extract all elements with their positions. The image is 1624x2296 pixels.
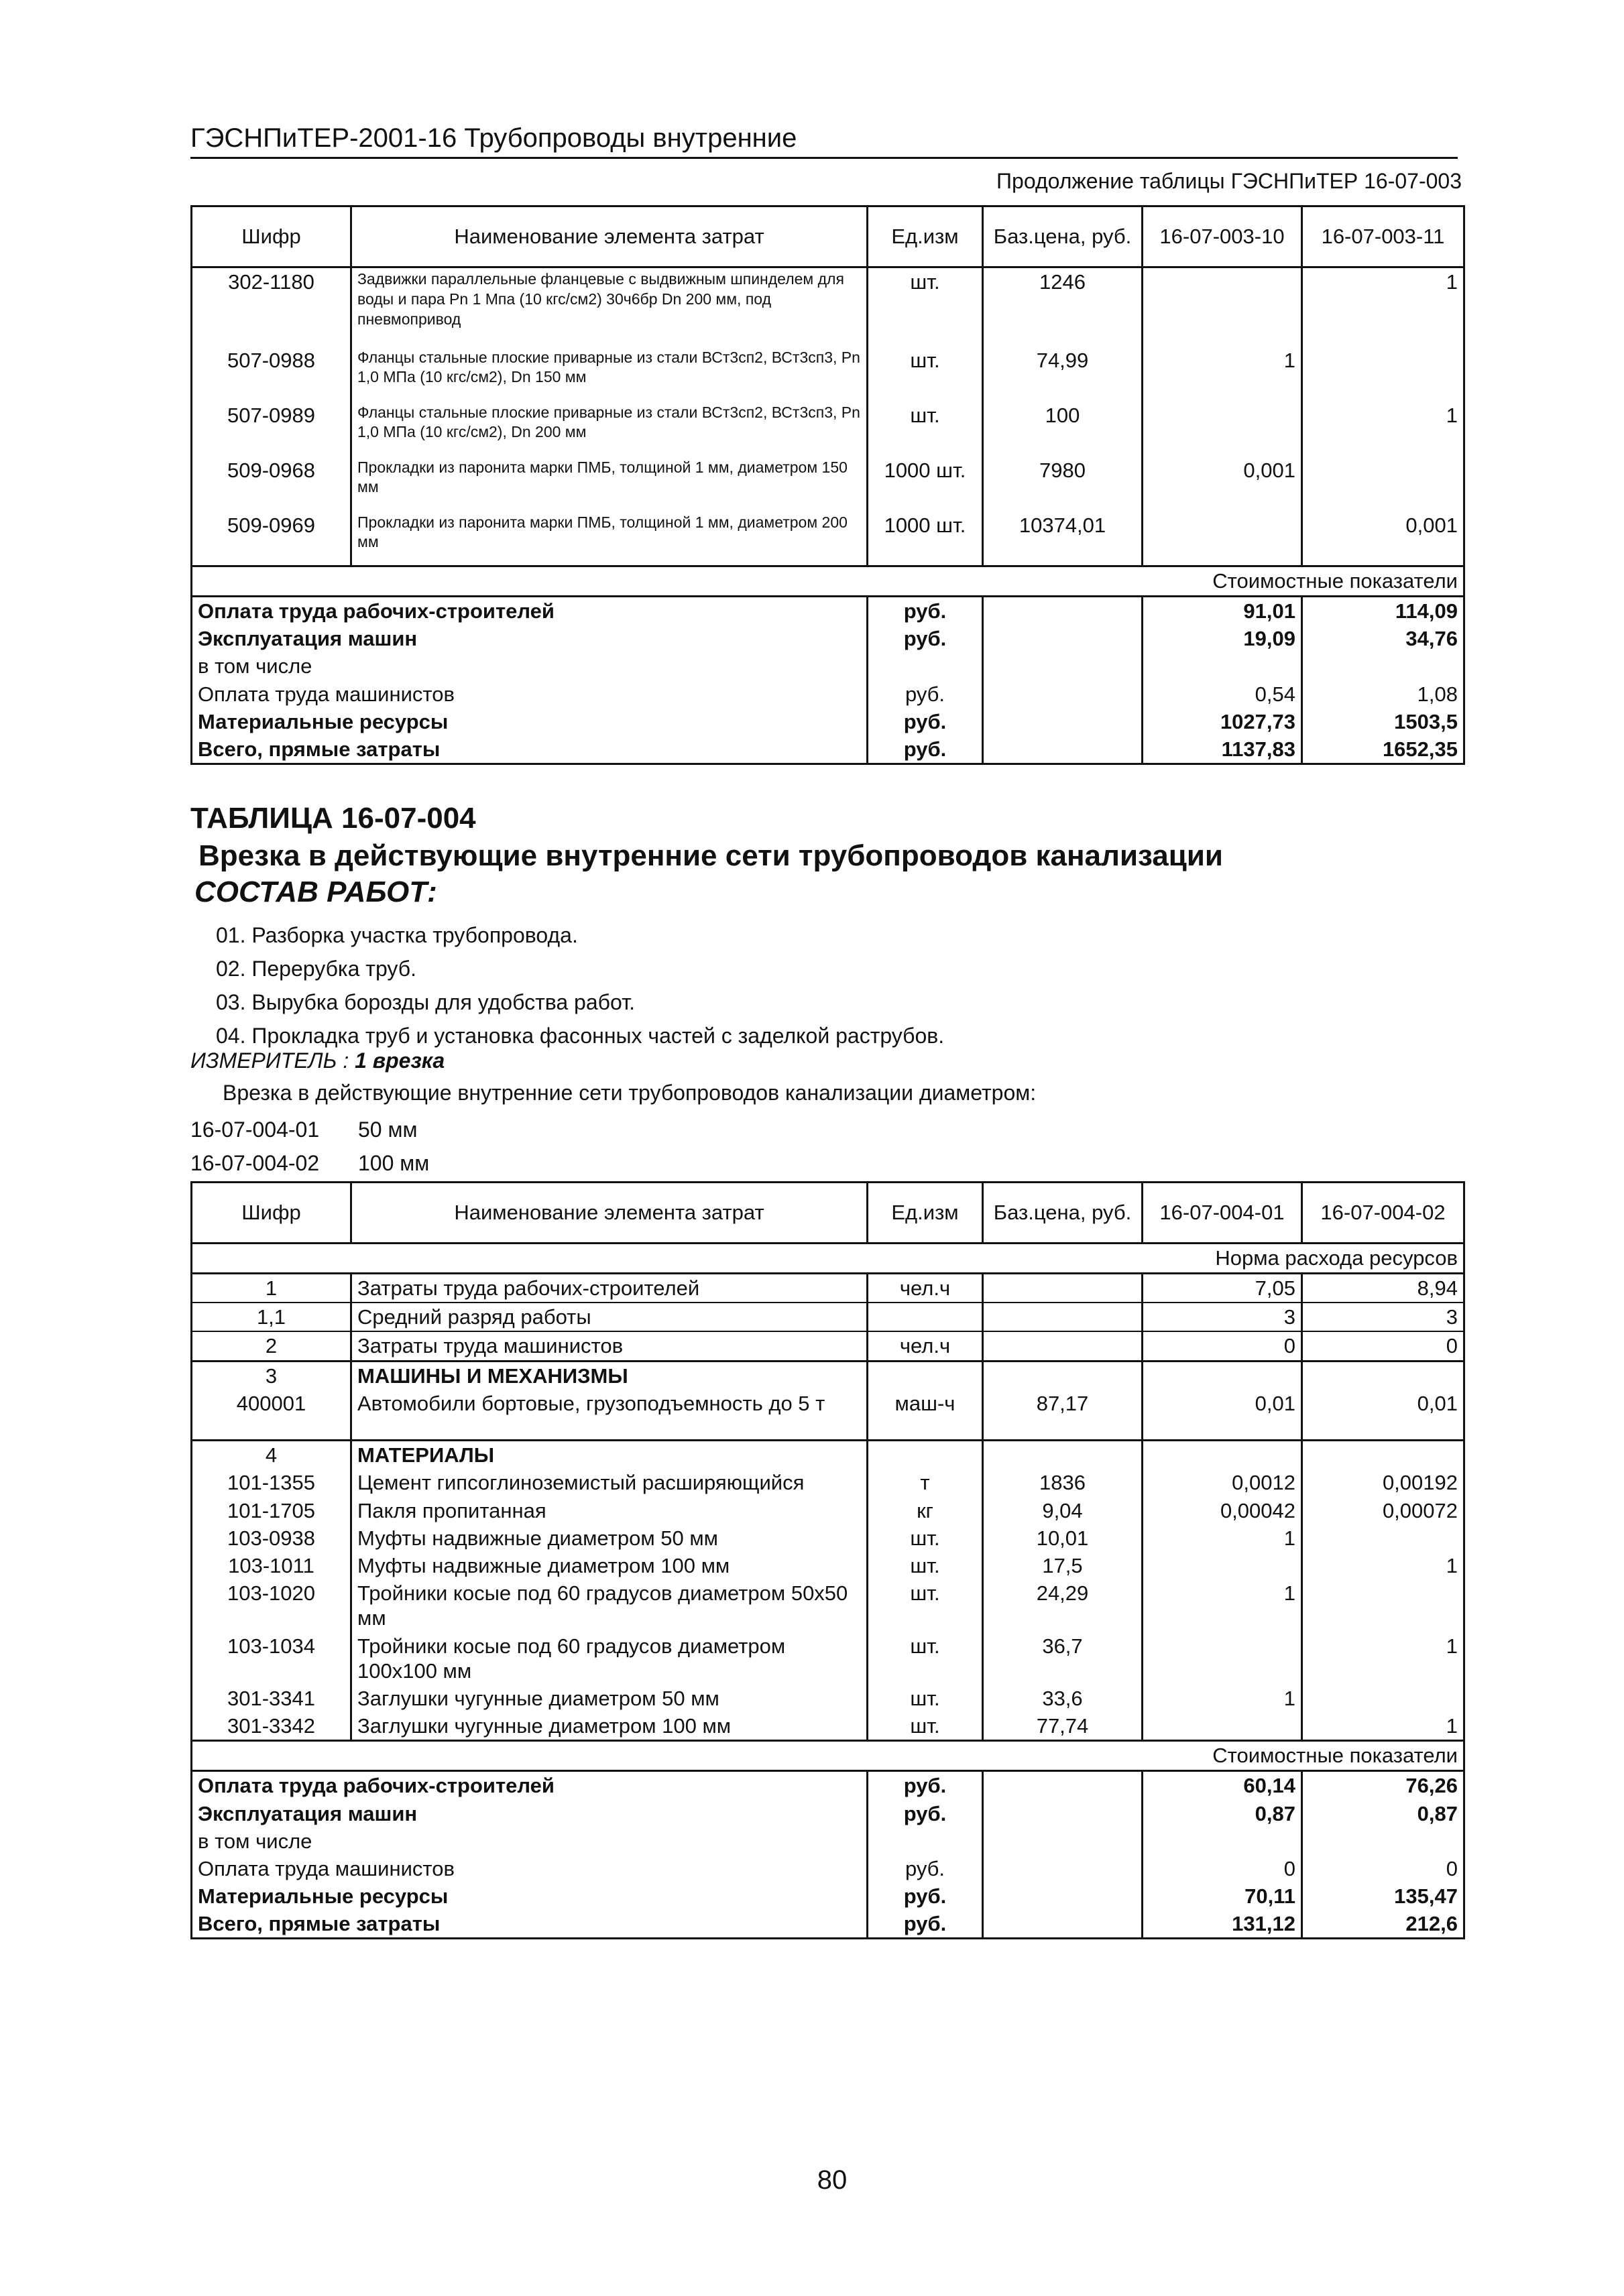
cell-price: 1836 [983,1469,1143,1496]
cell-norm-2: 1 [1302,1632,1464,1685]
cell-code: 400001 [192,1390,351,1441]
col-header-name: Наименование элемента затрат [351,206,868,267]
cell-norm-1: 0,0012 [1143,1469,1302,1496]
cost-row [192,1827,1464,1855]
cost-value-1: 60,14 [1143,1771,1302,1800]
cost-banner [192,566,1464,597]
cost-unit: руб. [868,708,983,735]
cell-name: Пакля пропитанная [351,1497,868,1524]
cell-name: Автомобили бортовые, грузоподъемность до 5 т [351,1390,868,1441]
cell-norm-2: 1 [1302,1552,1464,1579]
cell-unit: шт. [868,1712,983,1741]
cell-name: Фланцы стальные плоские приварные из стали ВСт3сп2, ВСт3сп3, Pn 1,0 МПа (10 кгс/см2), Dn 200 мм [351,402,868,457]
cost-value-2: 1,08 [1302,680,1464,708]
table-row [192,1469,1464,1496]
cell-price [983,1303,1143,1331]
cell-norm-1 [1143,1632,1302,1685]
cell-code: 301-3341 [192,1685,351,1712]
table-row [192,267,1464,347]
cell-norm-2: 0,01 [1302,1390,1464,1441]
cell-name: Заглушки чугунные диаметром 100 мм [351,1712,868,1741]
cell-empty [983,1361,1143,1390]
work-item: 02. Перерубка труб. [216,957,416,981]
resource-table-16-07-003 [190,205,1465,765]
cost-value-1: 1027,73 [1143,708,1302,735]
cell-code: 1,1 [192,1303,351,1331]
running-header: ГЭСНПиТЕР-2001-16 Трубопроводы внутренние [190,122,1458,159]
table-row [192,1685,1464,1712]
col-header-norm-1: 16-07-004-01 [1143,1183,1302,1244]
cell-code: 103-1034 [192,1632,351,1685]
cell-name: Муфты надвижные диаметром 50 мм [351,1524,868,1552]
cell-norm-2: 1 [1302,267,1464,347]
work-item: 01. Разборка участка трубопровода. [216,923,578,947]
cell-price: 17,5 [983,1552,1143,1579]
cell-norm-2 [1302,1579,1464,1632]
col-header-norm-2: 16-07-003-11 [1302,206,1464,267]
cell-code: 1 [192,1274,351,1303]
cost-unit: руб. [868,1882,983,1910]
cost-label: Всего, прямые затраты [192,735,868,764]
cost-label: Эксплуатация машин [192,625,868,652]
table-continuation-label: Продолжение таблицы ГЭСНПиТЕР 16-07-003 [996,169,1462,193]
cell-price [983,1274,1143,1303]
cost-label: Материальные ресурсы [192,1882,868,1910]
code-id: 16-07-004-02 [190,1151,320,1175]
cell-unit: т [868,1469,983,1496]
measure-value: 1 врезка [355,1048,445,1073]
group-code: 4 [192,1441,351,1469]
resource-table-16-07-004 [190,1181,1465,1939]
cost-label: Оплата труда рабочих-строителей [192,1771,868,1800]
cell-name: Затраты труда машинистов [351,1331,868,1361]
cell-norm-2: 8,94 [1302,1274,1464,1303]
cell-unit: чел.ч [868,1274,983,1303]
cell-price [983,1331,1143,1361]
col-header-norm-2: 16-07-004-02 [1302,1183,1464,1244]
cell-price: 100 [983,402,1143,457]
code-item [190,1113,429,1146]
group-label: МАШИНЫ И МЕХАНИЗМЫ [351,1361,868,1390]
cell-unit: маш-ч [868,1390,983,1441]
cost-label: Оплата труда машинистов [192,1855,868,1882]
cell-empty [1143,1361,1302,1390]
cost-empty [983,680,1143,708]
cost-value-2 [1302,1827,1464,1855]
cost-unit [868,1827,983,1855]
cost-row [192,1800,1464,1827]
cell-name: Средний разряд работы [351,1303,868,1331]
cost-unit: руб. [868,625,983,652]
cost-row [192,1910,1464,1939]
cell-empty [983,1441,1143,1469]
cell-name: Заглушки чугунные диаметром 50 мм [351,1685,868,1712]
cost-row [192,1855,1464,1882]
cell-norm-2 [1302,347,1464,402]
cost-value-1: 0,54 [1143,680,1302,708]
cost-empty [983,597,1143,625]
cell-unit: 1000 шт. [868,511,983,566]
cost-unit: руб. [868,1800,983,1827]
cell-unit: шт. [868,1632,983,1685]
cell-norm-1 [1143,511,1302,566]
table-row [192,1524,1464,1552]
table-row [192,1579,1464,1632]
cost-value-1: 0,87 [1143,1800,1302,1827]
cost-value-2 [1302,652,1464,680]
cost-unit: руб. [868,735,983,764]
cell-empty [1302,1361,1464,1390]
group-label: МАТЕРИАЛЫ [351,1441,868,1469]
cost-label: Оплата труда рабочих-строителей [192,597,868,625]
cost-empty [983,1910,1143,1939]
cost-value-2: 212,6 [1302,1910,1464,1939]
cell-price: 36,7 [983,1632,1143,1685]
cost-value-2: 1503,5 [1302,708,1464,735]
cell-norm-1: 7,05 [1143,1274,1302,1303]
cost-empty [983,1827,1143,1855]
cost-value-2: 0 [1302,1855,1464,1882]
cost-empty [983,1800,1143,1827]
cost-label: Оплата труда машинистов [192,680,868,708]
cost-value-2: 114,09 [1302,597,1464,625]
table-header-row [192,206,1464,267]
cell-norm-1: 0 [1143,1331,1302,1361]
cost-label: в том числе [192,652,868,680]
cell-norm-2: 1 [1302,1712,1464,1741]
cost-value-2: 76,26 [1302,1771,1464,1800]
cost-row [192,1771,1464,1800]
cell-norm-1: 0,001 [1143,457,1302,511]
table-row [192,1552,1464,1579]
cost-unit [868,652,983,680]
cost-banner [192,1741,1464,1771]
cost-banner-label: Стоимостные показатели [192,566,1464,597]
cost-banner-label: Стоимостные показатели [192,1741,1464,1771]
measure-line [190,1048,445,1073]
cell-price: 9,04 [983,1497,1143,1524]
cost-value-2: 1652,35 [1302,735,1464,764]
work-item: 03. Вырубка борозды для удобства работ. [216,990,636,1014]
cost-value-1: 70,11 [1143,1882,1302,1910]
cost-row [192,597,1464,625]
cell-unit: шт. [868,1579,983,1632]
cell-name: Прокладки из паронита марки ПМБ, толщиной 1 мм, диаметром 200 мм [351,511,868,566]
cell-name: Затраты труда рабочих-строителей [351,1274,868,1303]
cost-row [192,625,1464,652]
cost-empty [983,708,1143,735]
cost-value-1: 19,09 [1143,625,1302,652]
table-row [192,1632,1464,1685]
measure-label: ИЗМЕРИТЕЛЬ : [190,1048,355,1073]
cell-unit: чел.ч [868,1331,983,1361]
materials-group-row [192,1441,1464,1469]
cost-value-2: 0,87 [1302,1800,1464,1827]
table-row [192,1274,1464,1303]
cell-code: 509-0969 [192,511,351,566]
cell-price: 1246 [983,267,1143,347]
table-header-row [192,1183,1464,1244]
cell-price: 77,74 [983,1712,1143,1741]
cell-price: 24,29 [983,1579,1143,1632]
cell-name: Тройники косые под 60 градусов диаметром 100х100 мм [351,1632,868,1685]
cell-code: 103-0938 [192,1524,351,1552]
cell-name: Задвижки параллельные фланцевые с выдвижным шпинделем для воды и пара Pn 1 Мпа (10 кгс/см2) 30ч6бр Dn 200 мм, под пневмопривод [351,267,868,347]
cell-norm-2: 0,00192 [1302,1469,1464,1496]
cost-row [192,680,1464,708]
cell-unit: шт. [868,267,983,347]
code-value: 100 мм [358,1151,430,1175]
machines-group-row [192,1361,1464,1390]
cost-label: Эксплуатация машин [192,1800,868,1827]
cost-empty [983,1882,1143,1910]
table-row [192,457,1464,511]
cell-empty [868,1441,983,1469]
page-number: 80 [817,2165,848,2195]
cell-code: 101-1355 [192,1469,351,1496]
cost-label: Материальные ресурсы [192,708,868,735]
col-header-code: Шифр [192,1183,351,1244]
cell-norm-1 [1143,267,1302,347]
cell-unit: шт. [868,402,983,457]
cost-row [192,708,1464,735]
table-row [192,347,1464,402]
cost-label: Всего, прямые затраты [192,1910,868,1939]
cost-unit: руб. [868,597,983,625]
col-header-price: Баз.цена, руб. [983,1183,1143,1244]
cell-code: 101-1705 [192,1497,351,1524]
cell-code: 507-0989 [192,402,351,457]
cell-unit: шт. [868,1524,983,1552]
cell-code: 509-0968 [192,457,351,511]
cost-empty [983,625,1143,652]
cost-row [192,735,1464,764]
cell-empty [868,1361,983,1390]
cell-code: 103-1011 [192,1552,351,1579]
col-header-unit: Ед.изм [868,1183,983,1244]
cell-name: Фланцы стальные плоские приварные из стали ВСт3сп2, ВСт3сп3, Pn 1,0 МПа (10 кгс/см2), Dn 150 мм [351,347,868,402]
cell-code: 507-0988 [192,347,351,402]
table-row [192,1497,1464,1524]
col-header-name: Наименование элемента затрат [351,1183,868,1244]
norm-banner-label: Норма расхода ресурсов [192,1244,1464,1274]
table-row [192,511,1464,566]
cost-value-1 [1143,1827,1302,1855]
col-header-price: Баз.цена, руб. [983,206,1143,267]
work-list [216,918,944,1052]
cell-price: 10,01 [983,1524,1143,1552]
cell-code: 103-1020 [192,1579,351,1632]
cost-value-1: 0 [1143,1855,1302,1882]
cell-price: 7980 [983,457,1143,511]
cell-unit: кг [868,1497,983,1524]
cell-norm-2: 0 [1302,1331,1464,1361]
cell-norm-1: 0,01 [1143,1390,1302,1441]
table-row [192,402,1464,457]
cell-unit [868,1303,983,1331]
cell-price: 10374,01 [983,511,1143,566]
cell-empty [1143,1441,1302,1469]
cell-norm-1: 1 [1143,1524,1302,1552]
cell-norm-1: 1 [1143,1579,1302,1632]
cost-value-2: 135,47 [1302,1882,1464,1910]
cell-norm-2 [1302,1685,1464,1712]
cell-name: Цемент гипсоглиноземистый расширяющийся [351,1469,868,1496]
table-subtitle: Врезка в действующие внутренние сети трубопроводов канализации [198,839,1223,872]
cell-norm-1 [1143,402,1302,457]
cell-price: 74,99 [983,347,1143,402]
code-value: 50 мм [358,1117,418,1142]
cell-name: Прокладки из паронита марки ПМБ, толщиной 1 мм, диаметром 150 мм [351,457,868,511]
cost-unit: руб. [868,1910,983,1939]
cell-norm-1: 1 [1143,347,1302,402]
cell-price: 87,17 [983,1390,1143,1441]
cell-code: 2 [192,1331,351,1361]
cell-norm-1: 0,00042 [1143,1497,1302,1524]
cost-value-1 [1143,652,1302,680]
group-code: 3 [192,1361,351,1390]
cost-label: в том числе [192,1827,868,1855]
cost-row [192,1882,1464,1910]
cell-unit: шт. [868,1552,983,1579]
cell-empty [1302,1441,1464,1469]
cost-unit: руб. [868,680,983,708]
cost-empty [983,652,1143,680]
intro-text: Врезка в действующие внутренние сети трубопроводов канализации диаметром: [223,1081,1037,1105]
cost-value-2: 34,76 [1302,625,1464,652]
code-id: 16-07-004-01 [190,1117,320,1142]
cell-norm-2: 0,00072 [1302,1497,1464,1524]
cell-norm-1: 3 [1143,1303,1302,1331]
col-header-code: Шифр [192,206,351,267]
cell-unit: 1000 шт. [868,457,983,511]
code-item [190,1146,429,1180]
col-header-unit: Ед.изм [868,206,983,267]
cost-empty [983,1855,1143,1882]
cell-unit: шт. [868,1685,983,1712]
work-composition-heading: СОСТАВ РАБОТ: [194,875,437,908]
cell-norm-2 [1302,1524,1464,1552]
cost-value-1: 1137,83 [1143,735,1302,764]
cost-value-1: 91,01 [1143,597,1302,625]
table-row [192,1390,1464,1441]
cost-unit: руб. [868,1855,983,1882]
table-row [192,1331,1464,1361]
cell-code: 301-3342 [192,1712,351,1741]
work-item: 04. Прокладка труб и установка фасонных частей с заделкой раструбов. [216,1024,945,1048]
table-title: ТАБЛИЦА 16-07-004 [190,802,476,835]
cell-norm-2: 3 [1302,1303,1464,1331]
cell-unit: шт. [868,347,983,402]
table-row [192,1712,1464,1741]
cost-empty [983,735,1143,764]
cost-row [192,652,1464,680]
cell-name: Тройники косые под 60 градусов диаметром 50х50 мм [351,1579,868,1632]
cell-norm-2 [1302,457,1464,511]
cell-norm-2: 1 [1302,402,1464,457]
col-header-norm-1: 16-07-003-10 [1143,206,1302,267]
cell-norm-2: 0,001 [1302,511,1464,566]
cell-code: 302-1180 [192,267,351,347]
norm-banner [192,1244,1464,1274]
table-row [192,1303,1464,1331]
cost-empty [983,1771,1143,1800]
cell-norm-1: 1 [1143,1685,1302,1712]
cell-price: 33,6 [983,1685,1143,1712]
cost-unit: руб. [868,1771,983,1800]
cell-name: Муфты надвижные диаметром 100 мм [351,1552,868,1579]
cell-norm-1 [1143,1552,1302,1579]
cell-norm-1 [1143,1712,1302,1741]
cost-value-1: 131,12 [1143,1910,1302,1939]
code-list [190,1113,429,1180]
